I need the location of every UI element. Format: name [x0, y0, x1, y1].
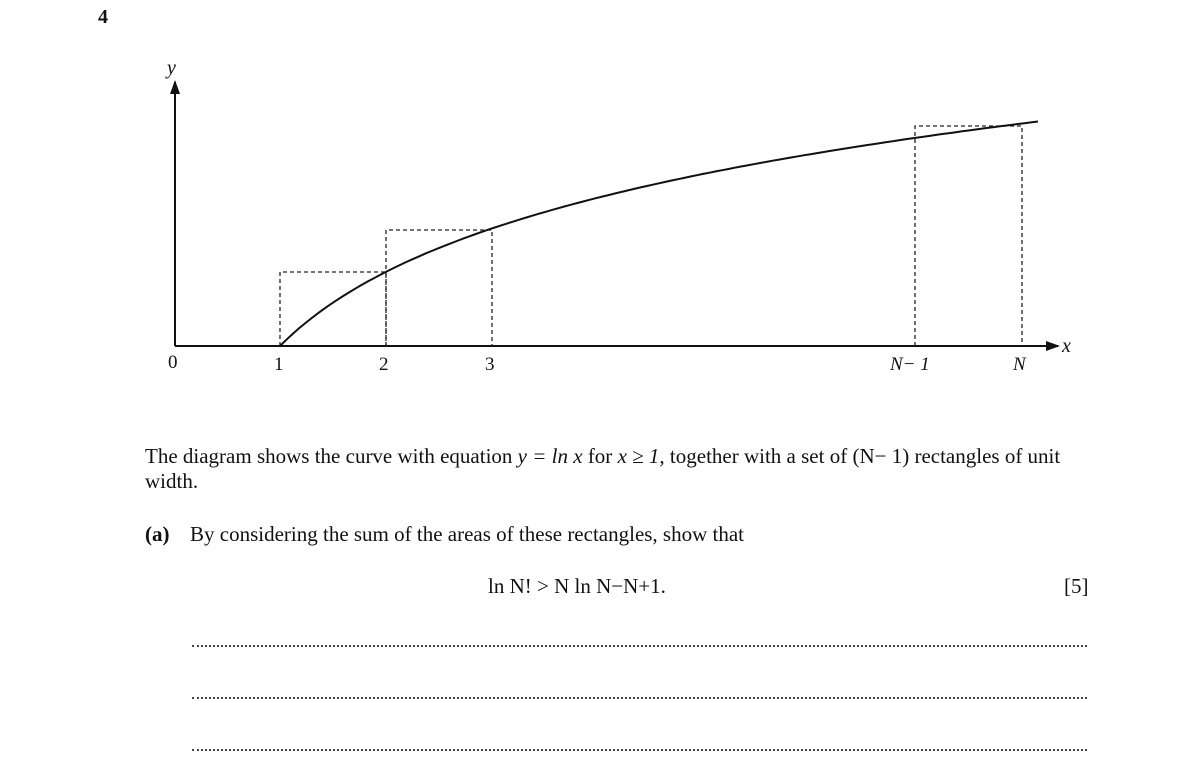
answer-line[interactable] — [192, 697, 1087, 699]
tick-label-n: N — [1013, 354, 1026, 375]
y-axis-label: y — [167, 57, 176, 79]
tick-label-3: 3 — [485, 354, 495, 375]
rectangle-1 — [280, 272, 386, 346]
question-number: 4 — [98, 6, 108, 28]
tick-label-1: 1 — [274, 354, 284, 375]
intro-condition: x ≥ 1 — [617, 444, 660, 468]
intro-text-2: for — [582, 444, 618, 468]
intro-text-1: The diagram shows the curve with equation — [145, 444, 518, 468]
part-a-label: (a) — [145, 522, 170, 546]
curve-ln-x — [280, 122, 1038, 347]
part-a-formula: ln N! > N ln N−N+1. — [488, 574, 666, 598]
intro-equation: y = ln x — [517, 444, 583, 468]
intro-text-3: , together with a set of (N− 1) rectangles of unit width. — [145, 444, 1061, 493]
part-a-marks: [5] — [1064, 574, 1089, 598]
question-intro — [145, 444, 1105, 494]
answer-line[interactable] — [192, 749, 1087, 751]
x-axis-label: x — [1062, 335, 1071, 357]
rectangle-last — [915, 126, 1022, 346]
tick-label-n-minus-1: N− 1 — [890, 354, 930, 375]
part-a — [145, 522, 744, 547]
answer-line[interactable] — [192, 645, 1087, 647]
part-a-text: By considering the sum of the areas of these rectangles, show that — [190, 522, 745, 546]
origin-label: 0 — [168, 352, 178, 373]
tick-label-2: 2 — [379, 354, 389, 375]
